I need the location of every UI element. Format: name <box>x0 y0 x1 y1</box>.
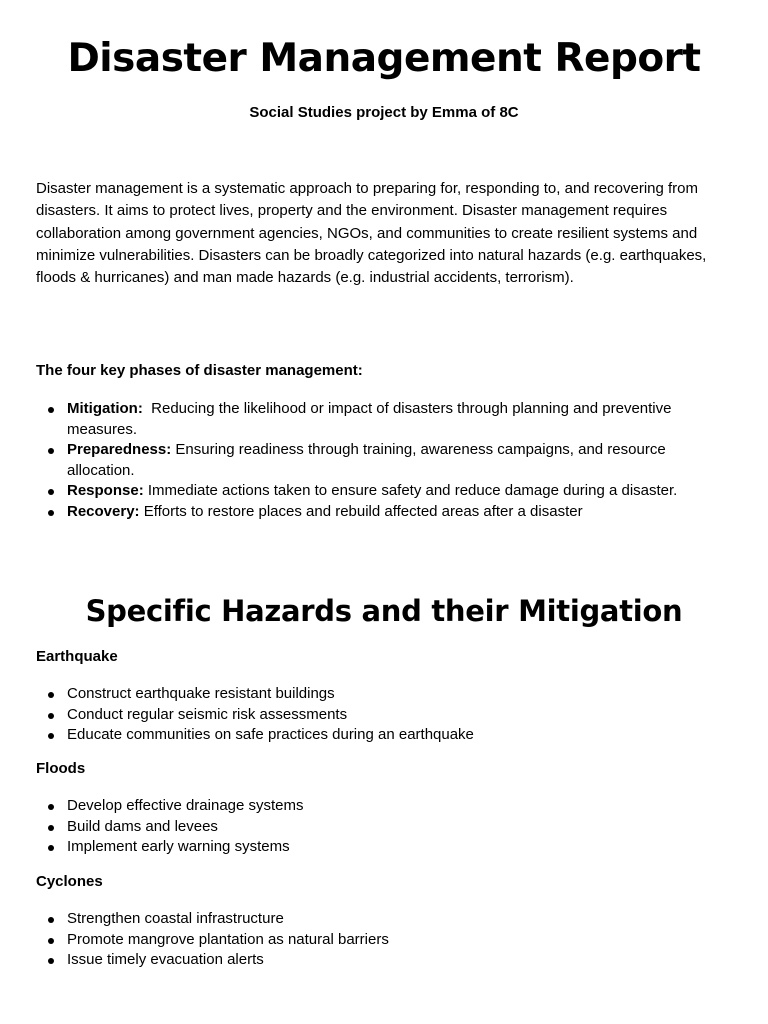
phases-list <box>36 399 736 522</box>
list-item: Construct earthquake resistant buildings <box>36 684 726 705</box>
floods-measures-list <box>36 796 726 858</box>
section-title: Specific Hazards and their Mitigation <box>85 594 683 628</box>
phase-item-response <box>36 481 736 502</box>
phase-term: Mitigation: <box>67 400 143 417</box>
phases-heading: The four key phases of disaster management: <box>36 362 363 379</box>
phase-description: Efforts to restore places and rebuild affected areas after a disaster <box>139 502 583 520</box>
hazard-heading-earthquake: Earthquake <box>36 648 118 665</box>
list-item: Implement early warning systems <box>36 837 726 858</box>
phase-description: Reducing the likelihood or impact of disasters through planning and preventive measures. <box>67 400 676 438</box>
list-item: Educate communities on safe practices during an earthquake <box>36 725 726 746</box>
earthquake-measures-list <box>36 684 726 746</box>
phase-description: Immediate actions taken to ensure safety and reduce damage during a disaster. <box>143 482 678 499</box>
hazard-heading-floods: Floods <box>36 760 86 777</box>
phase-description: Ensuring readiness through training, awareness campaigns, and resource allocation. <box>67 441 670 479</box>
list-item: Issue timely evacuation alerts <box>36 950 726 971</box>
list-item: Promote mangrove plantation as natural barriers <box>36 930 726 951</box>
phase-term: Response: <box>67 482 144 499</box>
list-item: Build dams and levees <box>36 817 726 838</box>
phase-term: Preparedness: <box>67 441 172 458</box>
phase-item-preparedness <box>36 440 736 481</box>
phase-item-recovery <box>36 502 736 523</box>
phase-item-mitigation <box>36 399 736 440</box>
phase-term: Recovery: <box>67 502 140 520</box>
intro-paragraph: Disaster management is a systematic approach to preparing for, responding to, and recovering from disasters. It aims to protect lives, property and the environment. Disaster management requires collaboration among government agencies, NGOs, and communities to create resilient systems and minimize vulnerabilities. Disasters can be broadly categorized into natural hazards (e.g. earthquakes, floods & hurricanes) and man made hazards (e.g. industrial accidents, terrorism). <box>36 180 707 287</box>
list-item: Strengthen coastal infrastructure <box>36 909 726 930</box>
document-title: Disaster Management Report <box>67 36 701 81</box>
list-item: Develop effective drainage systems <box>36 796 726 817</box>
list-item: Conduct regular seismic risk assessments <box>36 705 726 726</box>
document-subtitle: Social Studies project by Emma of 8C <box>249 104 519 121</box>
cyclones-measures-list <box>36 909 726 971</box>
hazard-heading-cyclones: Cyclones <box>36 873 103 890</box>
